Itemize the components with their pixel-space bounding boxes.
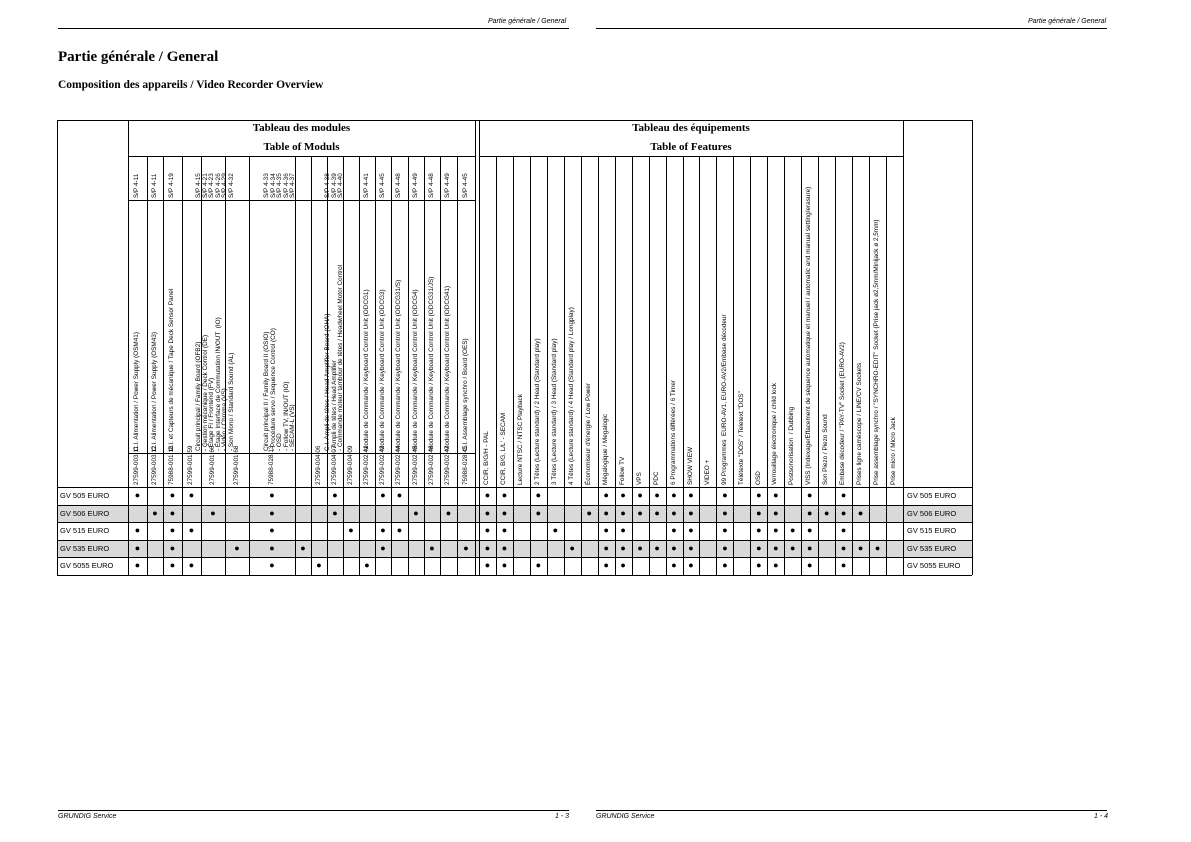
feature-dot: ● — [603, 525, 609, 535]
module-part-number-cell: 27599-003.11 — [133, 446, 141, 485]
feature-dot: ● — [637, 507, 643, 518]
features-title-fr: Tableau des équipements — [632, 122, 750, 134]
model-label-right: GV 506 EURO — [907, 508, 957, 518]
module-part-number-cell: 27599-002.42 — [378, 445, 386, 485]
module-dot: ● — [269, 560, 275, 570]
header-label-right: Partie générale / General — [1028, 18, 1107, 25]
grid-line — [903, 120, 904, 575]
footer-rule-right — [596, 810, 1107, 811]
feature-dot: ● — [806, 560, 813, 570]
feature-dot: ● — [535, 560, 542, 570]
feature-dot: ● — [637, 490, 643, 500]
feature-name-cell: Son Piezo / Piezo Sound — [822, 414, 830, 485]
feature-dot: ● — [586, 507, 592, 518]
module-name-cell: C.I. Alimentation / Power Supply (OSM43) — [150, 332, 158, 451]
feature-dot: ● — [484, 525, 491, 535]
feature-dot: ● — [620, 560, 626, 570]
modules-title-fr: Tableau des modules — [252, 122, 351, 134]
feature-name-cell: 2 Têtes (Lecture standard) / 2 Head (Standard play) — [534, 338, 542, 485]
model-label: GV 5055 EURO — [60, 561, 114, 570]
footer-brand-left: GRUNDIG Service — [58, 813, 117, 820]
feature-dot: ● — [688, 525, 694, 535]
table-bottom-border — [57, 575, 972, 576]
module-page-ref-cell: S/P 4-15 S/P 4-21 S/P 4-23 S/P 4-26 S/P 4-29 S/P 4-32 — [194, 173, 235, 198]
feature-dot: ● — [857, 507, 864, 518]
module-dot: ● — [396, 525, 403, 535]
module-name-cell: Circuit principal / Family Board (OFB2) - Gestion mécanique / Deck Control (DE) - Étage FI / Frontend (FV) - Étage Interface de Commutation IN/OUT (IO) - Vidéo / Chroma (VS) - Son Mono / Standard Sound (AL) — [194, 317, 235, 451]
feature-dot: ● — [823, 507, 830, 518]
module-dot: ● — [269, 490, 275, 500]
feature-dot: ● — [501, 542, 508, 553]
model-label-right: GV 5055 EURO — [907, 561, 961, 570]
module-page-ref-cell: S/P 4-48 — [395, 173, 403, 198]
module-page-ref-cell: S/P 4-45 — [461, 173, 469, 198]
feature-dot: ● — [773, 507, 779, 518]
module-part-number-cell: 27599-002.41 — [362, 445, 370, 485]
feature-name-cell: Prises ligne caméscope / LINE/CV Sockets — [856, 362, 864, 485]
feature-dot: ● — [603, 490, 609, 500]
footer-page-left: 1 - 3 — [555, 813, 570, 820]
module-dot: ● — [210, 507, 216, 518]
feature-name-cell: Télétexte "DOS" / Teletext "DOS" — [737, 391, 745, 485]
module-dot: ● — [152, 507, 158, 518]
module-dot: ● — [332, 507, 338, 518]
module-part-number-cell: 27599-001.68 — [232, 445, 240, 485]
feature-dot: ● — [722, 507, 728, 518]
feature-dot: ● — [722, 490, 728, 500]
module-dot: ● — [300, 542, 306, 553]
feature-dot: ● — [654, 490, 660, 500]
feature-dot: ● — [688, 560, 694, 570]
feature-dot: ● — [484, 542, 491, 553]
module-dot: ● — [169, 490, 176, 500]
feature-dot: ● — [790, 525, 796, 535]
feature-dot: ● — [857, 542, 864, 553]
table-left-border — [57, 120, 58, 575]
module-name-cell: C.I. Ampli de têtes / Head Amplifier Board (OHA) - Ampli de têtes / Head Amplifier - Commande moteur tambour de têtes / Headwheel Motor Control — [324, 264, 345, 451]
module-dot: ● — [332, 490, 338, 500]
module-dot: ● — [380, 490, 386, 500]
feature-dot: ● — [501, 490, 508, 500]
module-part-number-cell: 27599-002.45 — [411, 445, 419, 485]
feature-dot: ● — [535, 507, 542, 518]
module-part-number-cell: 27599-003.12 — [150, 445, 158, 485]
feature-dot: ● — [756, 507, 762, 518]
feature-name-cell: OSD — [754, 471, 762, 485]
feature-dot: ● — [620, 525, 626, 535]
feature-dot: ● — [620, 507, 626, 518]
feature-dot: ● — [790, 542, 796, 553]
footer-brand-right: GRUNDIG Service — [596, 813, 655, 820]
module-dot: ● — [396, 490, 403, 500]
feature-name-cell: Embase décodeur / "PAY-TV" Socket (EURO-AV2) — [839, 342, 847, 485]
module-dot: ● — [429, 542, 435, 553]
module-name-cell: Module de Commande / Keyboard Control Unit (ODCG41) — [444, 285, 452, 451]
feature-name-cell: Mégalogique / Megalogic — [601, 413, 609, 485]
feature-dot: ● — [773, 560, 779, 570]
module-dot: ● — [463, 542, 469, 553]
feature-name-cell: SHOW VIEW — [686, 447, 694, 485]
module-dot: ● — [316, 560, 322, 570]
module-name-cell: Module de Commande / Keyboard Control Unit (ODCG1) — [362, 289, 370, 451]
table-top-border — [57, 120, 972, 121]
module-dot: ● — [234, 542, 240, 553]
feature-dot: ● — [722, 560, 728, 570]
module-dot: ● — [134, 525, 141, 535]
feature-dot: ● — [603, 560, 609, 570]
feature-dot: ● — [688, 507, 694, 518]
module-part-number-cell: 27599-004.06 — [314, 445, 322, 485]
feature-dot: ● — [773, 542, 779, 553]
module-name-cell: Module de Commande / Keyboard Control Unit (ODCG31/JS) — [427, 276, 435, 451]
feature-name-cell: 6 Programmations différées / 6 Timer — [669, 379, 677, 485]
model-label: GV 506 EURO — [60, 508, 110, 518]
table-right-border — [972, 120, 973, 575]
feature-dot: ● — [806, 490, 813, 500]
module-dot: ● — [380, 525, 386, 535]
module-part-number-cell: 75988-028.13 — [267, 445, 275, 485]
module-page-ref-cell: S/P 4-48 — [427, 173, 435, 198]
feature-dot: ● — [773, 525, 779, 535]
feature-dot: ● — [773, 490, 779, 500]
feature-dot: ● — [806, 525, 813, 535]
feature-dot: ● — [688, 542, 694, 553]
feature-dot: ● — [722, 525, 728, 535]
module-dot: ● — [188, 525, 195, 535]
module-dot: ● — [134, 490, 141, 500]
module-dot: ● — [169, 507, 176, 518]
feature-name-cell: Économiseur d'énergie / Low Power — [584, 382, 592, 485]
feature-dot: ● — [722, 542, 728, 553]
module-dot: ● — [188, 490, 195, 500]
feature-name-cell: Prise assemblage synchro / "SYNCHRO-EDIT" Socket (Prise jack ø2,5mm/Minijack ø 2,5mm) — [873, 219, 881, 485]
module-name-cell: Module de Commande / Keyboard Control Unit (ODCG4) — [411, 289, 419, 451]
feature-name-cell: CCIR, B/G/H - PAL — [483, 431, 491, 485]
module-part-number-cell: 27599-001.59 — [187, 445, 195, 485]
module-dot: ● — [269, 507, 275, 518]
module-dot: ● — [269, 542, 275, 553]
module-dot: ● — [380, 542, 386, 553]
feature-dot: ● — [671, 560, 677, 570]
feature-dot: ● — [756, 542, 762, 553]
module-part-number-cell: 75988-028.45 — [461, 445, 469, 485]
module-page-ref-cell: S/P 4-11 — [133, 173, 141, 198]
feature-dot: ● — [654, 507, 660, 518]
module-dot: ● — [169, 542, 176, 553]
feature-dot: ● — [840, 542, 847, 553]
module-page-ref-cell: S/P 4-38 S/P 4-39 S/P 4-40 — [324, 173, 345, 198]
feature-dot: ● — [671, 525, 677, 535]
footer-rule-left — [58, 810, 569, 811]
features-title-en: Table of Features — [650, 141, 732, 153]
feature-name-cell: 3 Têtes (Lecture standard) / 3 Head (Standard play) — [551, 338, 558, 485]
module-name-cell: C.I. et Capteurs de mécanique / Tape Deck Sensor Panel — [168, 288, 176, 451]
module-name-cell: Circuit principal II / Family Board II (OSIO) - Procédure servo / Sequence Control (CO) - OSD - Follow TV, IN/OUT (IO) - SECAM-L (VS) — [262, 328, 296, 451]
feature-dot: ● — [637, 542, 643, 553]
header-label-left: Partie générale / General — [488, 18, 567, 25]
module-page-ref-cell: S/P 4-49 — [444, 173, 452, 198]
feature-dot: ● — [806, 507, 813, 518]
module-dot: ● — [169, 560, 176, 570]
module-name-cell: C.I. Assemblage synchro / Board (OES) — [461, 338, 469, 451]
module-name-cell: Module de Commande / Keyboard Control Unit (ODCG31/S) — [395, 279, 403, 451]
model-label-right: GV 505 EURO — [907, 491, 957, 500]
feature-name-cell: VISS (Indexage/Effacement de séquence automatique et manuel / automatic and manual setting/erasure) — [805, 186, 813, 485]
feature-dot: ● — [756, 490, 762, 500]
feature-name-cell: VIDEO + — [703, 459, 711, 485]
feature-dot: ● — [484, 490, 491, 500]
feature-name-cell: Lecture NTSC / NTSC Playback — [517, 394, 525, 485]
feature-name-cell: Prise micro / Micro Jack — [890, 417, 898, 485]
feature-dot: ● — [671, 490, 677, 500]
module-dot: ● — [348, 525, 354, 535]
module-part-number-cell: 27599-001.66 — [208, 445, 216, 485]
model-label-right: GV 515 EURO — [907, 526, 957, 535]
grid-line — [475, 120, 476, 575]
feature-dot: ● — [840, 525, 847, 535]
module-dot: ● — [169, 525, 176, 535]
feature-dot: ● — [484, 507, 491, 518]
feature-dot: ● — [620, 542, 626, 553]
feature-dot: ● — [535, 490, 542, 500]
module-page-ref-cell: S/P 4-45 — [378, 173, 386, 198]
feature-dot: ● — [620, 490, 626, 500]
feature-dot: ● — [756, 560, 762, 570]
module-page-ref-cell: S/P 4-33 S/P 4-34 S/P 4-35 S/P 4-36 S/P 4-37 — [262, 173, 296, 198]
feature-name-cell: 99 Programmes EURO-AV1, EURO-AV2/Embase décodeur — [720, 314, 728, 485]
module-page-ref-cell: S/P 4-11 — [150, 173, 158, 198]
module-name-cell: C.I. Alimentation / Power Supply (OSM41) — [133, 332, 141, 451]
feature-dot: ● — [756, 525, 762, 535]
feature-dot: ● — [840, 507, 847, 518]
feature-dot: ● — [840, 560, 847, 570]
feature-name-cell: 4 Têtes (Lecture standard) / 4 Head (Standard play / Longplay) — [567, 307, 575, 485]
feature-dot: ● — [501, 507, 508, 518]
module-dot: ● — [134, 560, 141, 570]
page-subtitle: Composition des appareils / Video Recorder Overview — [58, 79, 324, 91]
feature-dot: ● — [484, 560, 491, 570]
module-page-ref-cell: S/P 4-19 — [168, 173, 176, 198]
feature-name-cell: Postsonorisation / Dubbing — [788, 406, 796, 485]
page-title: Partie générale / General — [58, 49, 219, 65]
feature-dot: ● — [840, 490, 847, 500]
feature-dot: ● — [671, 542, 677, 553]
feature-dot: ● — [501, 525, 508, 535]
module-name-cell: Module de Commande / Keyboard Control Unit (ODCG3) — [378, 289, 386, 451]
module-part-number-cell: 27599-004.09 — [346, 445, 354, 485]
model-label: GV 535 EURO — [60, 543, 110, 553]
model-label: GV 515 EURO — [60, 526, 110, 535]
module-part-number-cell: 27599-002.44 — [395, 445, 403, 485]
module-part-number-cell: 27599-004.07 — [330, 445, 338, 485]
module-dot: ● — [269, 525, 275, 535]
feature-dot: ● — [552, 525, 559, 535]
feature-dot: ● — [806, 542, 813, 553]
feature-name-cell: CCIR, B/G, L/L' - SECAM — [500, 412, 508, 485]
modules-title-en: Table of Moduls — [263, 141, 340, 153]
model-label-right: GV 535 EURO — [907, 543, 957, 553]
module-page-ref-cell: S/P 4-41 — [362, 173, 370, 198]
module-dot: ● — [413, 507, 419, 518]
module-page-ref-cell: S/P 4-49 — [411, 173, 419, 198]
feature-dot: ● — [688, 490, 694, 500]
module-part-number-cell: 27599-002.46 — [427, 445, 435, 485]
feature-dot: ● — [569, 542, 575, 553]
module-dot: ● — [364, 560, 370, 570]
feature-dot: ● — [603, 507, 609, 518]
feature-dot: ● — [671, 507, 677, 518]
feature-name-cell: PDC — [652, 471, 660, 485]
feature-name-cell: Verrouillage électronique / child lock — [771, 383, 779, 485]
feature-dot: ● — [603, 542, 609, 553]
feature-dot: ● — [654, 542, 660, 553]
feature-dot: ● — [874, 542, 881, 553]
feature-dot: ● — [501, 560, 508, 570]
feature-name-cell: VPS — [635, 472, 643, 485]
module-dot: ● — [445, 507, 452, 518]
model-label: GV 505 EURO — [60, 491, 110, 500]
module-dot: ● — [134, 542, 141, 553]
footer-page-right: 1 - 4 — [1094, 813, 1109, 820]
module-part-number-cell: 27599-002.47 — [444, 445, 452, 485]
module-part-number-cell: 75988-001.18 — [168, 445, 176, 485]
module-dot: ● — [188, 560, 195, 570]
feature-name-cell: Follow TV — [618, 456, 626, 485]
